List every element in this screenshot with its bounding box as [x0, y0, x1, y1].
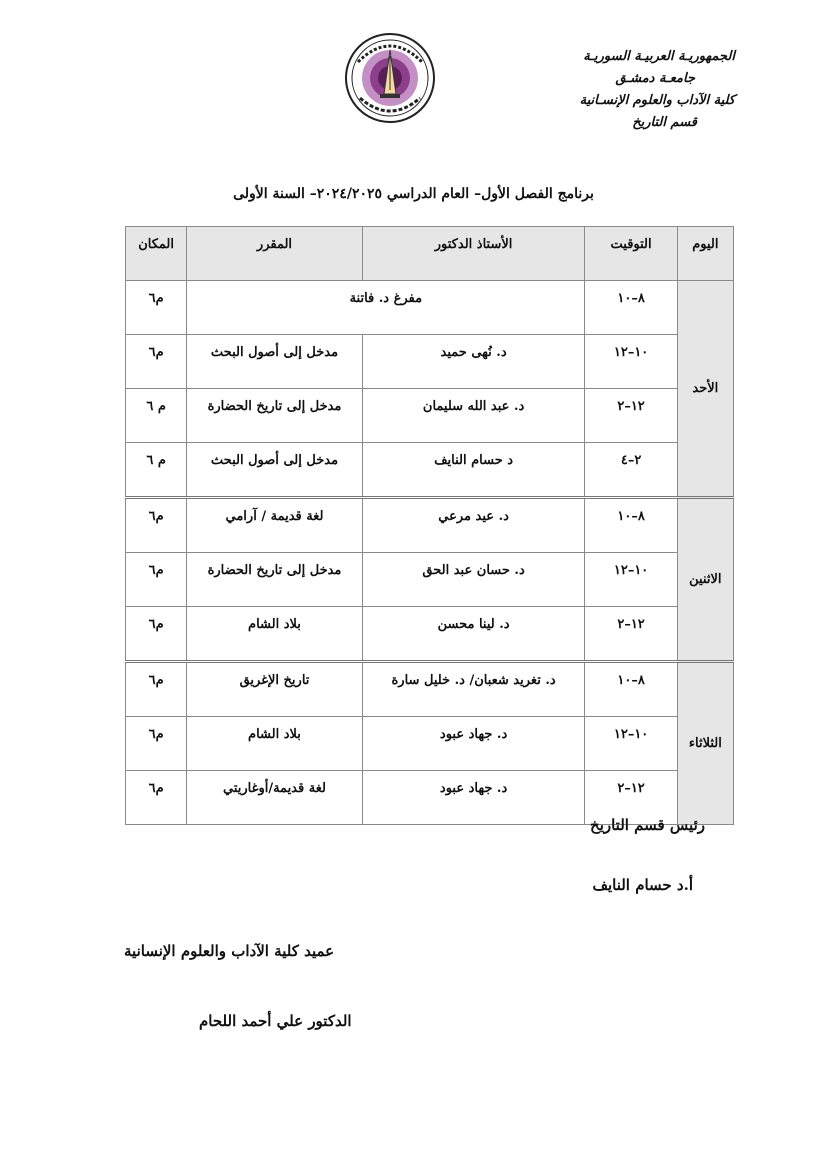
professor-cell: د. عبد الله سليمان — [362, 389, 585, 443]
dean-title: عميد كلية الآداب والعلوم الإنسانية — [124, 942, 335, 960]
place-cell: م٦ — [126, 553, 187, 607]
header-course: المقرر — [187, 227, 363, 281]
department-head-name: أ.د حسام النايف — [592, 876, 693, 894]
place-cell: م ٦ — [126, 443, 187, 498]
place-cell: م٦ — [126, 771, 187, 825]
course-cell: بلاد الشام — [187, 607, 363, 662]
merged-cell: مفرغ د. فاتنة — [187, 281, 585, 335]
time-cell: ١٠–١٢ — [585, 717, 677, 771]
place-cell: م٦ — [126, 607, 187, 662]
university-seal-icon — [344, 32, 436, 124]
professor-cell: د. عيد مرعي — [362, 498, 585, 553]
professor-cell: د. نُهى حميد — [362, 335, 585, 389]
table-row — [126, 443, 734, 498]
header-time: التوقيت — [585, 227, 677, 281]
time-cell: ١٠–١٢ — [585, 335, 677, 389]
day-cell: الاثنين — [677, 498, 733, 662]
header-day: اليوم — [677, 227, 733, 281]
table-row — [126, 389, 734, 443]
header-faculty: كلية الآداب والعلوم الإنسـانية — [579, 93, 735, 108]
department-head-title: رئيس قسم التاريخ — [590, 816, 705, 834]
place-cell: م٦ — [126, 498, 187, 553]
place-cell: م٦ — [126, 281, 187, 335]
institution-header — [495, 46, 735, 134]
place-cell: م٦ — [126, 662, 187, 717]
course-cell: مدخل إلى تاريخ الحضارة — [187, 553, 363, 607]
table-row — [126, 662, 734, 717]
schedule-table — [125, 226, 734, 825]
table-row — [126, 281, 734, 335]
table-row — [126, 335, 734, 389]
professor-cell: د. حسان عبد الحق — [362, 553, 585, 607]
place-cell: م٦ — [126, 717, 187, 771]
table-row — [126, 607, 734, 662]
time-cell: ٨–١٠ — [585, 281, 677, 335]
professor-cell: د. تغريد شعبان/ د. خليل سارة — [362, 662, 585, 717]
course-cell: لغة قديمة / آرامي — [187, 498, 363, 553]
day-cell: الأحد — [677, 281, 733, 498]
course-cell: بلاد الشام — [187, 717, 363, 771]
time-cell: ١٢–٢ — [585, 607, 677, 662]
day-cell: الثلاثاء — [677, 662, 733, 825]
professor-cell: د. جهاد عبود — [362, 771, 585, 825]
dean-name: الدكتور علي أحمد اللحام — [199, 1012, 352, 1030]
time-cell: ١٢–٢ — [585, 389, 677, 443]
table-row — [126, 498, 734, 553]
course-cell: تاريخ الإغريق — [187, 662, 363, 717]
header-department: قسم التاريخ — [632, 115, 697, 130]
header-professor: الأستاذ الدكتور — [362, 227, 585, 281]
table-header-row — [126, 227, 734, 281]
professor-cell: د حسام النايف — [362, 443, 585, 498]
time-cell: ١٢–٢ — [585, 771, 677, 825]
time-cell: ٢–٤ — [585, 443, 677, 498]
place-cell: م ٦ — [126, 389, 187, 443]
header-country: الجمهوريـة العربيـة السوريـة — [583, 49, 735, 64]
time-cell: ٨–١٠ — [585, 662, 677, 717]
place-cell: م٦ — [126, 335, 187, 389]
time-cell: ٨–١٠ — [585, 498, 677, 553]
table-row — [126, 717, 734, 771]
course-cell: مدخل إلى أصول البحث — [187, 443, 363, 498]
table-row — [126, 553, 734, 607]
professor-cell: د. لينا محسن — [362, 607, 585, 662]
header-university: جامعـة دمشـق — [615, 71, 695, 86]
course-cell: مدخل إلى أصول البحث — [187, 335, 363, 389]
header-place: المكان — [126, 227, 187, 281]
professor-cell: د. جهاد عبود — [362, 717, 585, 771]
course-cell: لغة قديمة/أوغاريتي — [187, 771, 363, 825]
schedule-title: برنامج الفصل الأول– العام الدراسي ٢٠٢٤/٢٠٢٥– السنة الأولى — [233, 186, 594, 202]
time-cell: ١٠–١٢ — [585, 553, 677, 607]
course-cell: مدخل إلى تاريخ الحضارة — [187, 389, 363, 443]
